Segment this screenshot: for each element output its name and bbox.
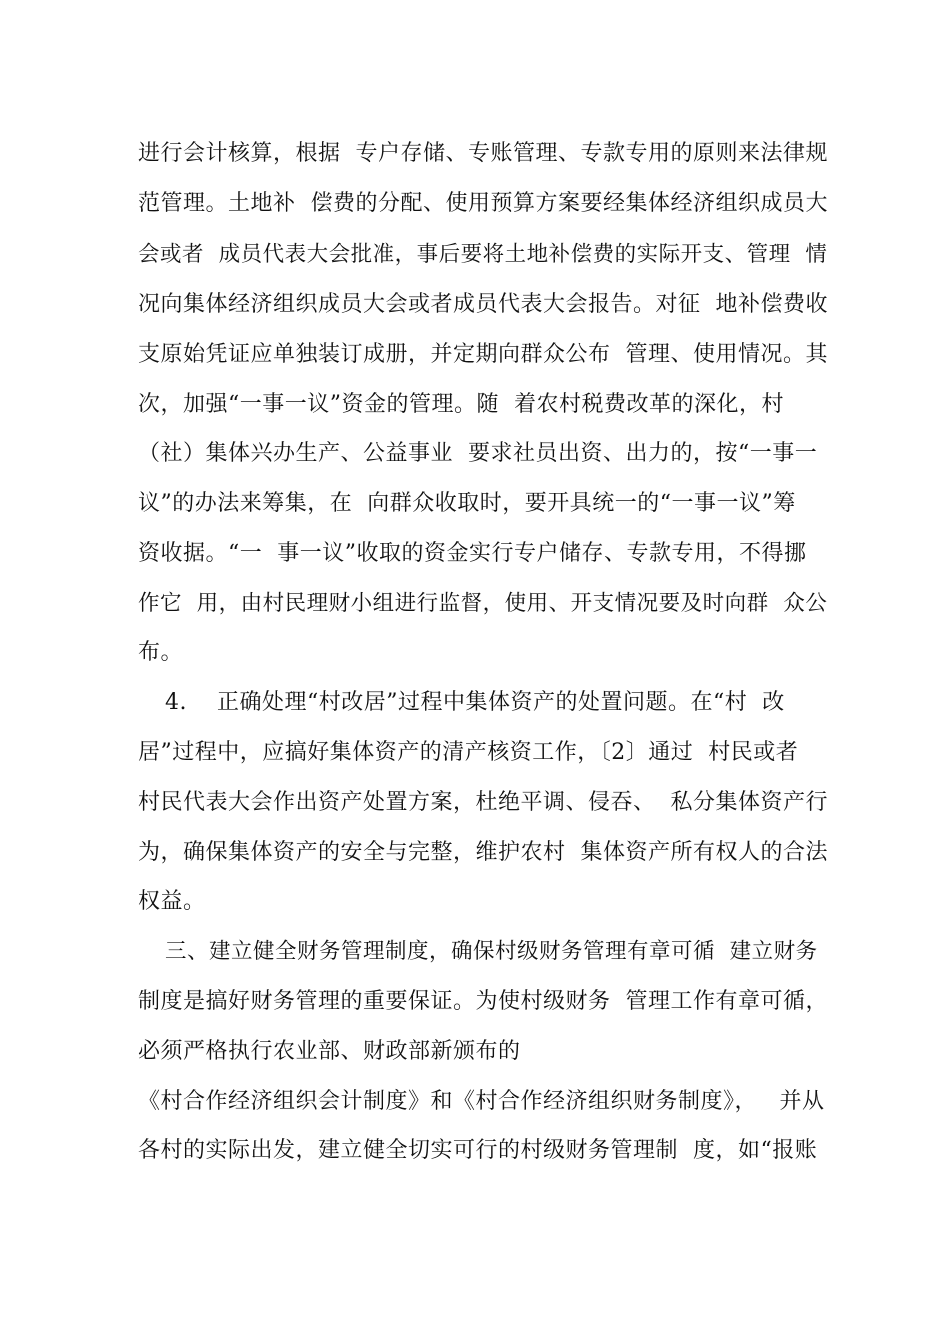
section-heading: 三、建立健全财务管理制度，确保村级财务管理有章可循 建立财务 [165,939,818,964]
text-line: （社）集体兴办生产、公益事业 要求社员出资、出力的，按“一事一 [138,441,818,466]
text-line: 居”过程中，应搞好集体资产的清产核资工作，〔2〕通过 村民或者 [138,740,799,765]
text-line: 布。 [138,640,184,665]
text-line: 作它 用，由村民理财小组进行监督，使用、开支情况要及时向群 众公 [138,591,828,616]
text-line: 权益。 [138,889,206,914]
text-line: 为，确保集体资产的安全与完整，维护农村 集体资产所有权人的合法 [138,840,828,865]
list-item-4: 4. 正确处理“村改居”过程中集体资产的处置问题。在“村 改 [165,690,785,715]
text-line: 会或者 成员代表大会批准，事后要将土地补偿费的实际开支、管理 情 [138,242,828,267]
text-line: 进行会计核算，根据 专户存储、专账管理、专款专用的原则来法律规 [138,141,828,166]
text-line: 各村的实际出发，建立健全切实可行的村级财务管理制 度，如“报账 [138,1138,818,1163]
text-line: 制度是搞好财务管理的重要保证。为使村级财务 管理工作有章可循， [138,989,828,1014]
text-line: 议”的办法来筹集，在 向群众收取时，要开具统一的“一事一议”筹 [138,491,796,516]
text-line: 范管理。土地补 偿费的分配、使用预算方案要经集体经济组织成员大 [138,191,828,216]
text-line: 次，加强“一事一议”资金的管理。随 着农村税费改革的深化，村 [138,392,784,417]
text-line: 村民代表大会作出资产处置方案，杜绝平调、侵吞、 私分集体资产行 [138,790,828,815]
text-line: 必须严格执行农业部、财政部新颁布的 [138,1039,521,1064]
text-line: 《村合作经济组织会计制度》和《村合作经济组织财务制度》， 并从 [138,1089,825,1114]
text-line: 支原始凭证应单独装订成册，并定期向群众公布 管理、使用情况。其 [138,342,828,367]
text-line: 资收据。“一 事一议”收取的资金实行专户储存、专款专用，不得挪 [138,541,807,566]
text-line: 况向集体经济组织成员大会或者成员代表大会报告。对征 地补偿费收 [138,292,828,317]
